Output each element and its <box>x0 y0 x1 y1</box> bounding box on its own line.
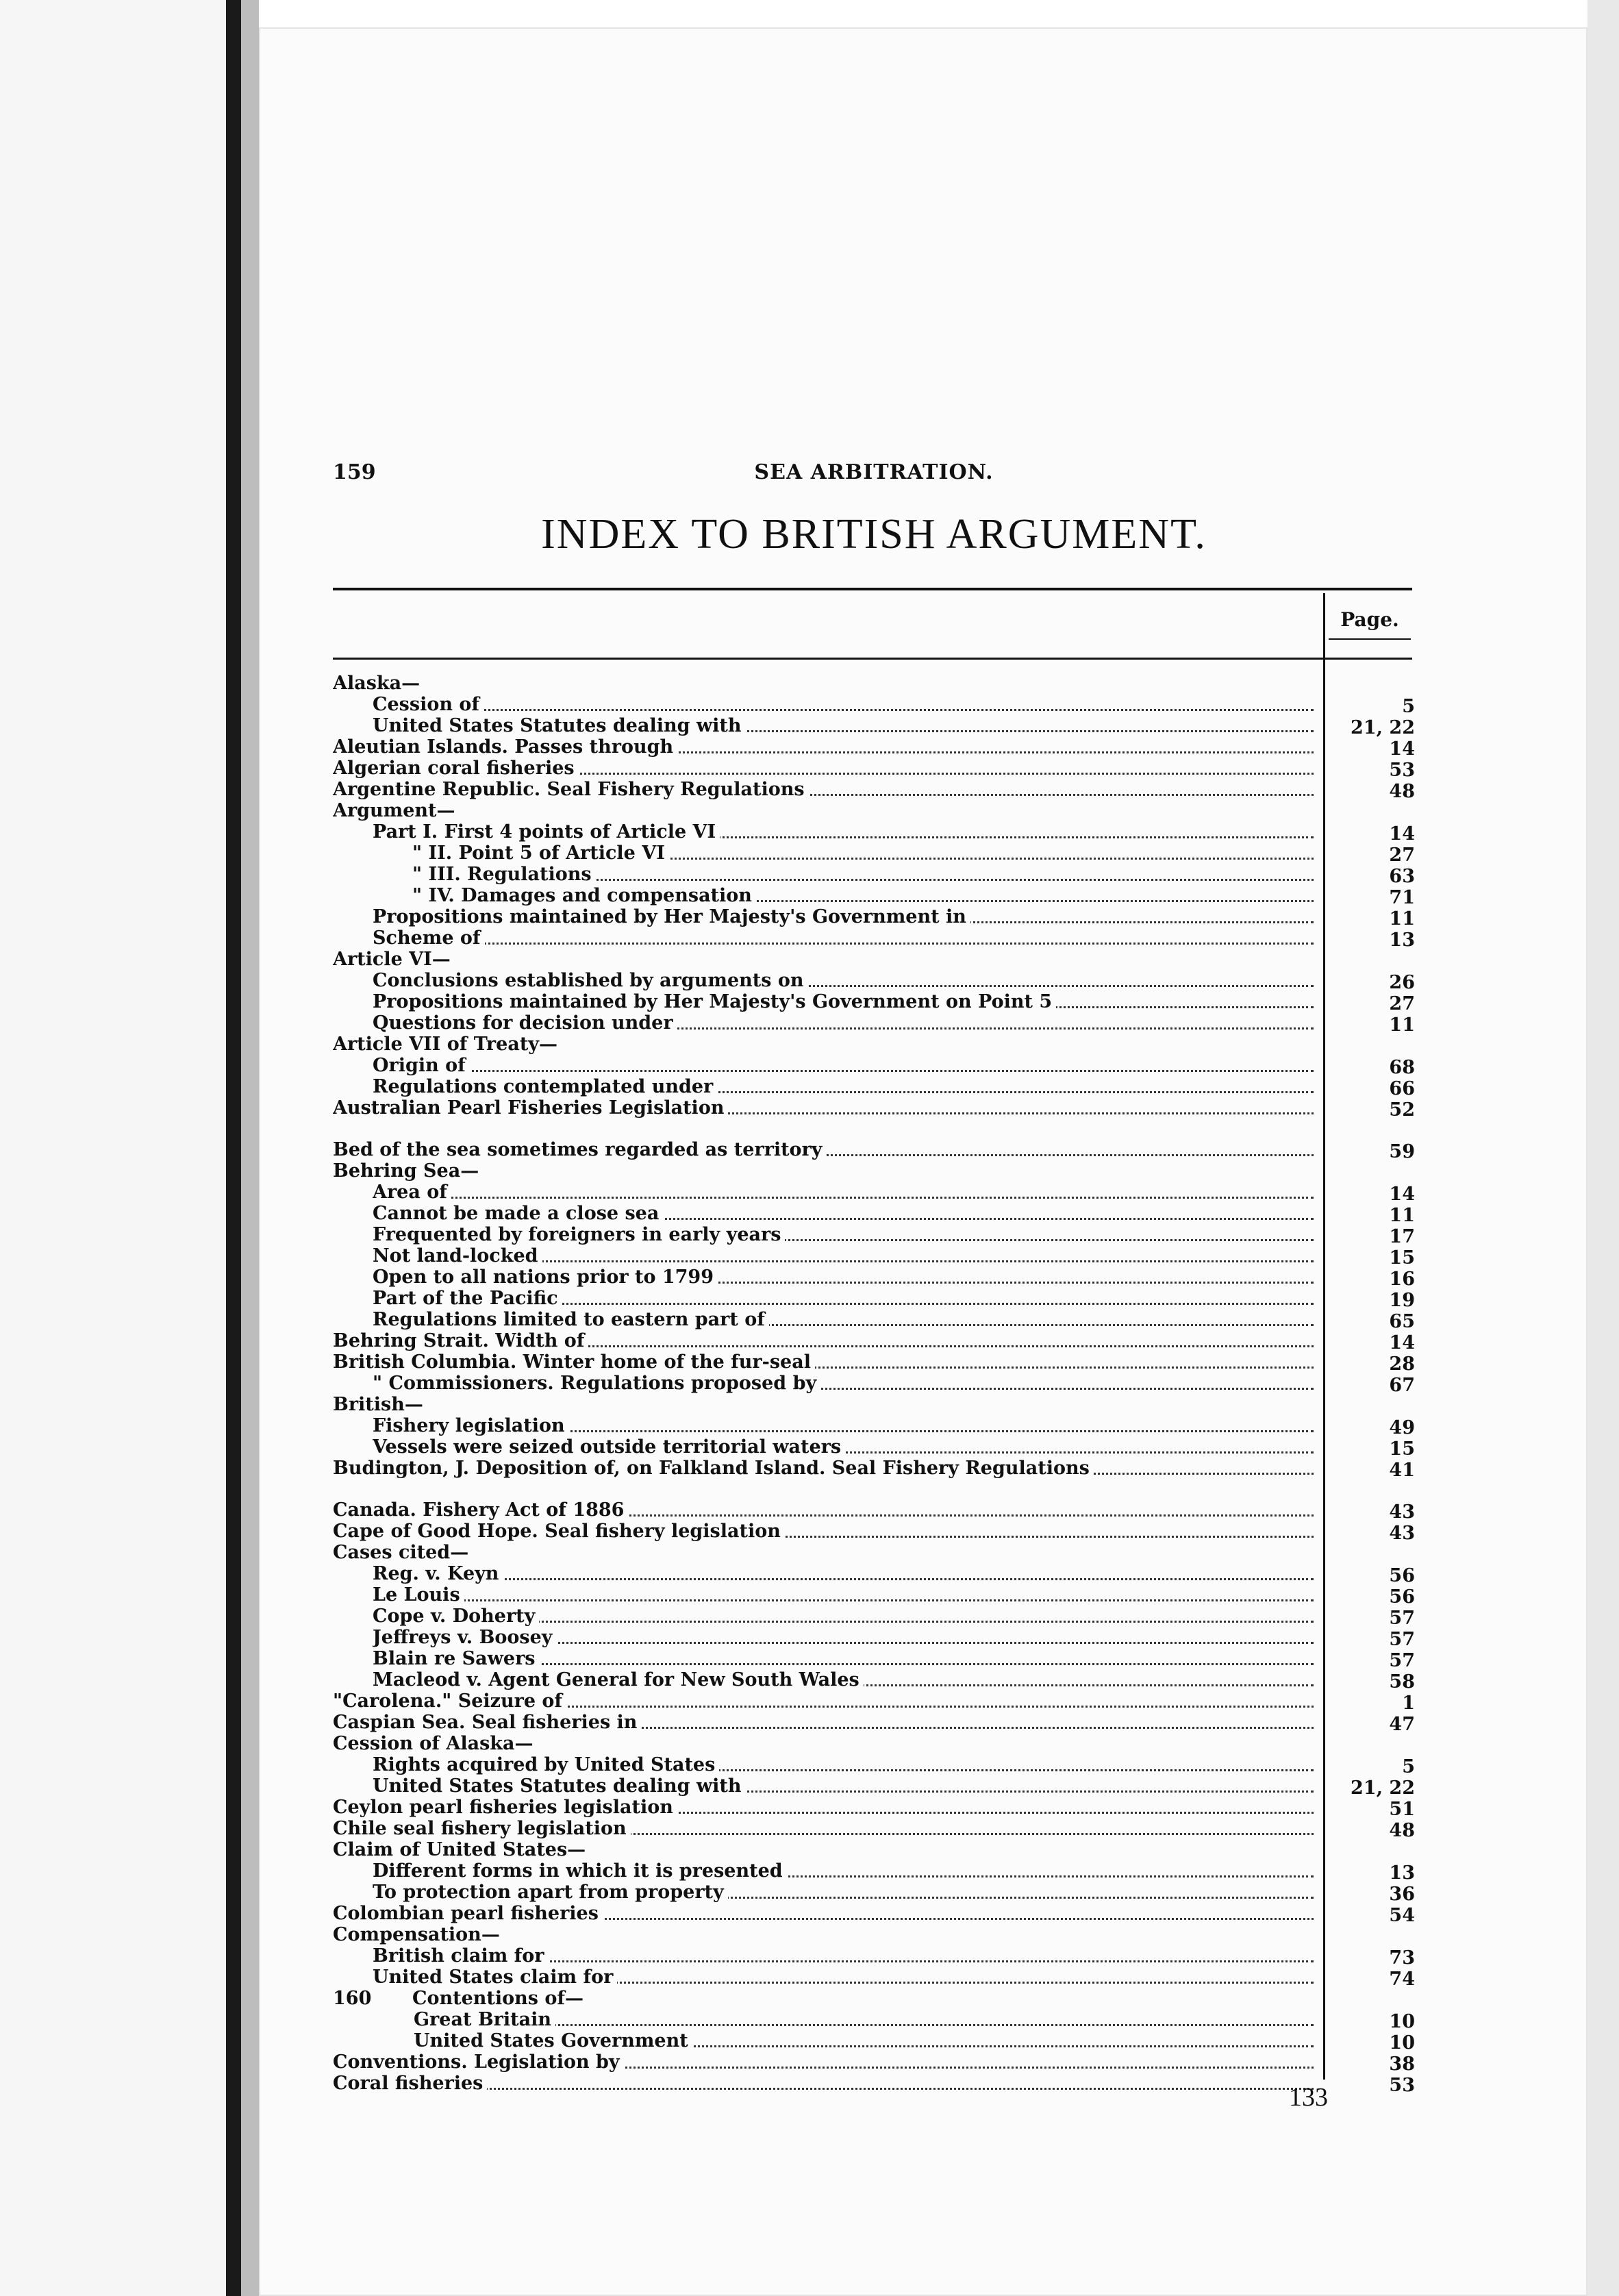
entry-text: Argentine Republic. Seal Fishery Regulations <box>333 779 809 800</box>
margin-page-number: 160 <box>333 1988 372 2009</box>
header-rule <box>333 658 1412 660</box>
index-entry <box>333 1330 1415 1351</box>
entry-text: British— <box>333 1394 427 1415</box>
entry-page-number: 59 <box>1389 1141 1415 1162</box>
entry-leader <box>373 1606 1314 1627</box>
index-entry <box>333 1669 1415 1693</box>
index-entry <box>333 885 1415 906</box>
entry-leader <box>373 1373 1314 1394</box>
index-entry <box>333 2073 1415 2094</box>
entry-leader <box>373 1860 1314 1882</box>
entry-leader <box>373 1563 1314 1584</box>
entry-text: Scheme of <box>373 927 485 949</box>
index-entry <box>333 1521 1415 1542</box>
facing-page-edge <box>0 0 226 2296</box>
entry-text: Conventions. Legislation by <box>333 2051 624 2073</box>
entry-leader <box>373 1055 1314 1076</box>
index-entry <box>333 1012 1415 1034</box>
entry-page-number: 65 <box>1389 1311 1415 1332</box>
entry-leader <box>333 800 1314 821</box>
folio-number: 133 <box>1289 2083 1328 2112</box>
entry-text: Part I. First 4 points of Article VI <box>373 821 720 843</box>
entry-leader <box>373 1224 1314 1245</box>
index-entry <box>333 1160 1415 1182</box>
entry-leader <box>373 991 1314 1012</box>
index-entry <box>333 715 1415 736</box>
entry-page-number: 58 <box>1389 1671 1415 1693</box>
index-entry <box>333 673 1415 694</box>
entry-page-number: 48 <box>1389 781 1415 802</box>
entry-text: Part of the Pacific <box>373 1288 562 1309</box>
entry-page-number: 74 <box>1389 1969 1415 1990</box>
top-rule <box>333 588 1412 590</box>
entry-leader <box>373 1436 1314 1458</box>
entry-text: Open to all nations prior to 1799 <box>373 1266 718 1288</box>
entry-leader <box>333 1521 1314 1542</box>
index-entry <box>333 1288 1415 1309</box>
entry-page-number: 21, 22 <box>1351 1777 1415 1799</box>
entry-leader <box>414 2009 1314 2030</box>
index-entry <box>333 1924 1415 1945</box>
entry-leader <box>333 2051 1314 2073</box>
index-entry <box>333 1754 1415 1775</box>
index-title: INDEX TO BRITISH ARGUMENT. <box>541 511 1207 558</box>
index-entry <box>333 2009 1415 2030</box>
entry-text: Questions for decision under <box>373 1012 677 1034</box>
entry-text: Article VI— <box>333 949 455 970</box>
entry-page-number: 41 <box>1389 1460 1415 1481</box>
entry-page-number: 14 <box>1389 1184 1415 1205</box>
entry-page-number: 14 <box>1389 1332 1415 1353</box>
index-entry <box>333 864 1415 885</box>
entry-text: Aleutian Islands. Passes through <box>333 736 677 758</box>
entry-text: Regulations contemplated under <box>373 1076 717 1097</box>
entry-text: Alaska— <box>333 673 424 694</box>
index-entry <box>333 1903 1415 1924</box>
entry-leader <box>333 1924 1314 1945</box>
entry-leader <box>412 1988 1314 2009</box>
entry-leader <box>333 1797 1314 1818</box>
entry-page-number: 51 <box>1389 1799 1415 1820</box>
entry-text: "Carolena." Seizure of <box>333 1690 566 1712</box>
index-entry <box>333 1458 1415 1479</box>
entry-text: Rights acquired by United States <box>373 1754 719 1775</box>
index-entry <box>333 1542 1415 1563</box>
entry-leader <box>373 1288 1314 1309</box>
index-entry <box>333 2051 1415 2073</box>
index-entry <box>333 906 1415 927</box>
entry-leader <box>373 715 1314 736</box>
entry-leader <box>412 885 1314 906</box>
entry-text: United States Government <box>414 2030 692 2051</box>
entry-gap <box>333 1119 1415 1139</box>
entry-page-number: 10 <box>1389 2011 1415 2032</box>
entry-text: Regulations limited to eastern part of <box>373 1309 769 1330</box>
entry-page-number: 14 <box>1389 738 1415 760</box>
entry-leader <box>373 1648 1314 1669</box>
entry-text: Budington, J. Deposition of, on Falkland Island. Seal Fishery Regulations <box>333 1458 1094 1479</box>
index-entry <box>333 1860 1415 1882</box>
index-entry <box>333 1034 1415 1055</box>
index-entry <box>333 1945 1415 1967</box>
entry-leader <box>373 694 1314 715</box>
index-entry <box>333 1309 1415 1330</box>
entry-leader <box>333 1351 1314 1373</box>
index-entry <box>333 1818 1415 1839</box>
book-spine <box>226 0 241 2296</box>
entry-text: Australian Pearl Fisheries Legislation <box>333 1097 728 1119</box>
entry-page-number: 36 <box>1389 1884 1415 1905</box>
entry-text: " II. Point 5 of Article VI <box>412 843 669 864</box>
entry-page-number: 53 <box>1389 760 1415 781</box>
entry-page-number: 67 <box>1389 1375 1415 1396</box>
index-entry <box>333 927 1415 949</box>
entry-page-number: 11 <box>1389 1205 1415 1226</box>
entry-text: Cession of <box>373 694 484 715</box>
entry-text: Propositions maintained by Her Majesty's Government on Point 5 <box>373 991 1056 1012</box>
entry-leader <box>373 1245 1314 1266</box>
entry-leader <box>373 1627 1314 1648</box>
entry-text: Bed of the sea sometimes regarded as territory <box>333 1139 826 1160</box>
index-entry <box>333 1224 1415 1245</box>
entry-text: Contentions of— <box>412 1988 588 2009</box>
entry-leader <box>333 1690 1314 1712</box>
entry-leader <box>333 758 1314 779</box>
index-entry <box>333 1648 1415 1669</box>
index-entry <box>333 1690 1415 1712</box>
entry-leader <box>373 1076 1314 1097</box>
entry-text: Cases cited— <box>333 1542 473 1563</box>
entry-text: " IV. Damages and compensation <box>412 885 756 906</box>
index-entry <box>333 1627 1415 1648</box>
index-entry <box>333 1139 1415 1160</box>
entry-text: Colombian pearl fisheries <box>333 1903 603 1924</box>
index-entry <box>333 736 1415 758</box>
entry-leader <box>333 1903 1314 1924</box>
entry-leader <box>412 864 1314 885</box>
entry-leader <box>333 1712 1314 1733</box>
entry-page-number: 27 <box>1389 993 1415 1014</box>
entry-text: Reg. v. Keyn <box>373 1563 503 1584</box>
entry-leader <box>373 1775 1314 1797</box>
entry-leader <box>333 779 1314 800</box>
entry-text: Le Louis <box>373 1584 464 1606</box>
index-entry <box>333 1839 1415 1860</box>
entry-leader <box>333 736 1314 758</box>
entry-text: Cannot be made a close sea <box>373 1203 663 1224</box>
entry-text: Caspian Sea. Seal fisheries in <box>333 1712 641 1733</box>
entry-leader <box>373 927 1314 949</box>
entry-text: Coral fisheries <box>333 2073 487 2094</box>
entry-page-number: 19 <box>1389 1290 1415 1311</box>
entry-leader <box>373 970 1314 991</box>
index-entry <box>333 1712 1415 1733</box>
entry-leader <box>373 1584 1314 1606</box>
index-entry <box>333 970 1415 991</box>
entry-page-number: 5 <box>1402 1756 1415 1777</box>
entry-leader <box>333 1458 1314 1479</box>
entry-text: Different forms in which it is presented <box>373 1860 787 1882</box>
entry-leader <box>373 1967 1314 1988</box>
entry-leader <box>373 1266 1314 1288</box>
index-entry <box>333 694 1415 715</box>
entry-page-number: 63 <box>1389 866 1415 887</box>
entry-leader <box>333 1542 1314 1563</box>
book-gutter <box>241 0 259 2296</box>
entry-page-number: 57 <box>1389 1650 1415 1671</box>
index-entry <box>333 1055 1415 1076</box>
entry-leader <box>333 1839 1314 1860</box>
entry-page-number: 53 <box>1389 2075 1415 2096</box>
entry-page-number: 57 <box>1389 1608 1415 1629</box>
index-entry <box>333 1436 1415 1458</box>
entry-text: Ceylon pearl fisheries legislation <box>333 1797 677 1818</box>
index-entry <box>333 1967 1415 1988</box>
entry-leader <box>333 1097 1314 1119</box>
entry-text: Blain re Sawers <box>373 1648 540 1669</box>
entry-leader <box>414 2030 1314 2051</box>
page-header-underline <box>1329 638 1411 640</box>
entry-text: Fishery legislation <box>373 1415 569 1436</box>
index-entry <box>333 800 1415 821</box>
entry-leader <box>373 1669 1314 1690</box>
entry-text: To protection apart from property <box>373 1882 728 1903</box>
entry-page-number: 13 <box>1389 1862 1415 1884</box>
entry-text: Algerian coral fisheries <box>333 758 579 779</box>
entry-leader <box>373 1012 1314 1034</box>
entry-page-number: 16 <box>1389 1269 1415 1290</box>
entry-leader <box>373 1182 1314 1203</box>
entry-text: Conclusions established by arguments on <box>373 970 807 991</box>
index-entry <box>333 1182 1415 1203</box>
entry-leader <box>373 1754 1314 1775</box>
entry-page-number: 47 <box>1389 1714 1415 1735</box>
entry-text: Cession of Alaska— <box>333 1733 538 1754</box>
entry-text: Argument— <box>333 800 460 821</box>
entry-text: Behring Sea— <box>333 1160 483 1182</box>
entry-page-number: 68 <box>1389 1057 1415 1078</box>
index-entry <box>333 1797 1415 1818</box>
entry-text: Origin of <box>373 1055 470 1076</box>
entry-text: Jeffreys v. Boosey <box>373 1627 557 1648</box>
entry-page-number: 54 <box>1389 1905 1415 1926</box>
index-entry <box>333 1415 1415 1436</box>
index-entry <box>333 843 1415 864</box>
entry-page-number: 73 <box>1389 1947 1415 1969</box>
entry-page-number: 49 <box>1389 1417 1415 1438</box>
index-entry <box>333 1245 1415 1269</box>
entry-text: United States Statutes dealing with <box>373 715 745 736</box>
entry-page-number: 28 <box>1389 1353 1415 1375</box>
index-entry <box>333 779 1415 800</box>
index-entry <box>333 758 1415 779</box>
page-column-header: Page. <box>1340 608 1399 631</box>
running-head <box>333 460 1415 488</box>
entry-text: Article VII of Treaty— <box>333 1034 562 1055</box>
index-entry <box>333 949 1415 970</box>
index-entry <box>333 821 1415 843</box>
entry-page-number: 57 <box>1389 1629 1415 1650</box>
index-entry <box>333 1076 1415 1097</box>
entry-page-number: 27 <box>1389 845 1415 866</box>
entry-leader <box>333 1139 1314 1160</box>
running-head-title: SEA ARBITRATION. <box>754 460 994 484</box>
entry-text: Frequented by foreigners in early years <box>373 1224 785 1245</box>
index-entry <box>333 1266 1415 1288</box>
entry-leader <box>333 2073 1314 2094</box>
entry-text: Area of <box>373 1182 451 1203</box>
entry-text: Propositions maintained by Her Majesty's Government in <box>373 906 970 927</box>
entry-page-number: 10 <box>1389 2032 1415 2054</box>
entry-page-number: 11 <box>1389 1014 1415 1036</box>
entry-page-number: 13 <box>1389 929 1415 951</box>
entry-page-number: 66 <box>1389 1078 1415 1099</box>
entry-leader <box>373 1203 1314 1224</box>
entry-text: Not land-locked <box>373 1245 542 1266</box>
entry-leader <box>333 1034 1314 1055</box>
entry-text: United States claim for <box>373 1967 617 1988</box>
entry-leader <box>373 1415 1314 1436</box>
entry-leader <box>333 1733 1314 1754</box>
entry-leader <box>333 1160 1314 1182</box>
entry-page-number: 56 <box>1389 1565 1415 1586</box>
entry-text: Cape of Good Hope. Seal fishery legislation <box>333 1521 785 1542</box>
entry-page-number: 38 <box>1389 2054 1415 2075</box>
entry-page-number: 21, 22 <box>1351 717 1415 738</box>
entry-gap <box>333 1479 1415 1499</box>
entry-page-number: 43 <box>1389 1523 1415 1544</box>
index-entry <box>333 1563 1415 1584</box>
entry-text: " III. Regulations <box>412 864 596 885</box>
entry-page-number: 1 <box>1402 1693 1415 1714</box>
entry-leader <box>373 1945 1314 1967</box>
entry-text: Great Britain <box>414 2009 555 2030</box>
entry-leader <box>373 1309 1314 1330</box>
entry-leader <box>333 1499 1314 1521</box>
index-entry <box>333 1882 1415 1903</box>
index-entry <box>333 1097 1415 1119</box>
entry-page-number: 43 <box>1389 1501 1415 1523</box>
entry-text: Macleod v. Agent General for New South Wales <box>373 1669 864 1690</box>
entry-text: Behring Strait. Width of <box>333 1330 588 1351</box>
entry-leader <box>333 673 1314 694</box>
entry-text: British claim for <box>373 1945 549 1967</box>
page-edge-right <box>1587 0 1619 2296</box>
entry-text: British Columbia. Winter home of the fur-seal <box>333 1351 815 1373</box>
entry-text: Chile seal fishery legislation <box>333 1818 631 1839</box>
entry-leader <box>333 1818 1314 1839</box>
entry-leader <box>333 1394 1314 1415</box>
entry-page-number: 48 <box>1389 1820 1415 1841</box>
index-entry <box>333 1351 1415 1373</box>
entry-page-number: 11 <box>1389 908 1415 929</box>
index-entry <box>333 1733 1415 1754</box>
entry-page-number: 15 <box>1389 1247 1415 1269</box>
entry-page-number: 17 <box>1389 1226 1415 1247</box>
entry-leader <box>373 906 1314 927</box>
entry-text: Compensation— <box>333 1924 504 1945</box>
index-entry <box>333 1373 1415 1394</box>
entry-leader <box>412 843 1314 864</box>
entry-page-number: 56 <box>1389 1586 1415 1608</box>
index-entry <box>333 1499 1415 1521</box>
entry-page-number: 14 <box>1389 823 1415 845</box>
index-entry <box>333 2030 1415 2054</box>
entry-leader <box>373 821 1314 843</box>
entry-leader <box>373 1882 1314 1903</box>
index-entry <box>333 1584 1415 1606</box>
index-entry <box>333 991 1415 1012</box>
index-entries <box>333 673 1415 2094</box>
entry-text: Vessels were seized outside territorial waters <box>373 1436 845 1458</box>
entry-page-number: 71 <box>1389 887 1415 908</box>
entry-page-number: 5 <box>1402 696 1415 717</box>
entry-text: Canada. Fishery Act of 1886 <box>333 1499 628 1521</box>
entry-page-number: 52 <box>1389 1099 1415 1121</box>
index-entry <box>333 1606 1415 1627</box>
entry-text: United States Statutes dealing with <box>373 1775 745 1797</box>
entry-text: " Commissioners. Regulations proposed by <box>373 1373 820 1394</box>
index-entry <box>333 1203 1415 1224</box>
running-head-page-number: 159 <box>333 460 376 484</box>
entry-text: Claim of United States— <box>333 1839 590 1860</box>
index-entry <box>333 1394 1415 1415</box>
entry-leader <box>333 1330 1314 1351</box>
index-entry <box>333 1775 1415 1797</box>
entry-page-number: 26 <box>1389 972 1415 993</box>
entry-page-number: 15 <box>1389 1438 1415 1460</box>
entry-text: Cope v. Doherty <box>373 1606 539 1627</box>
index-entry <box>333 1988 1415 2009</box>
entry-leader <box>333 949 1314 970</box>
